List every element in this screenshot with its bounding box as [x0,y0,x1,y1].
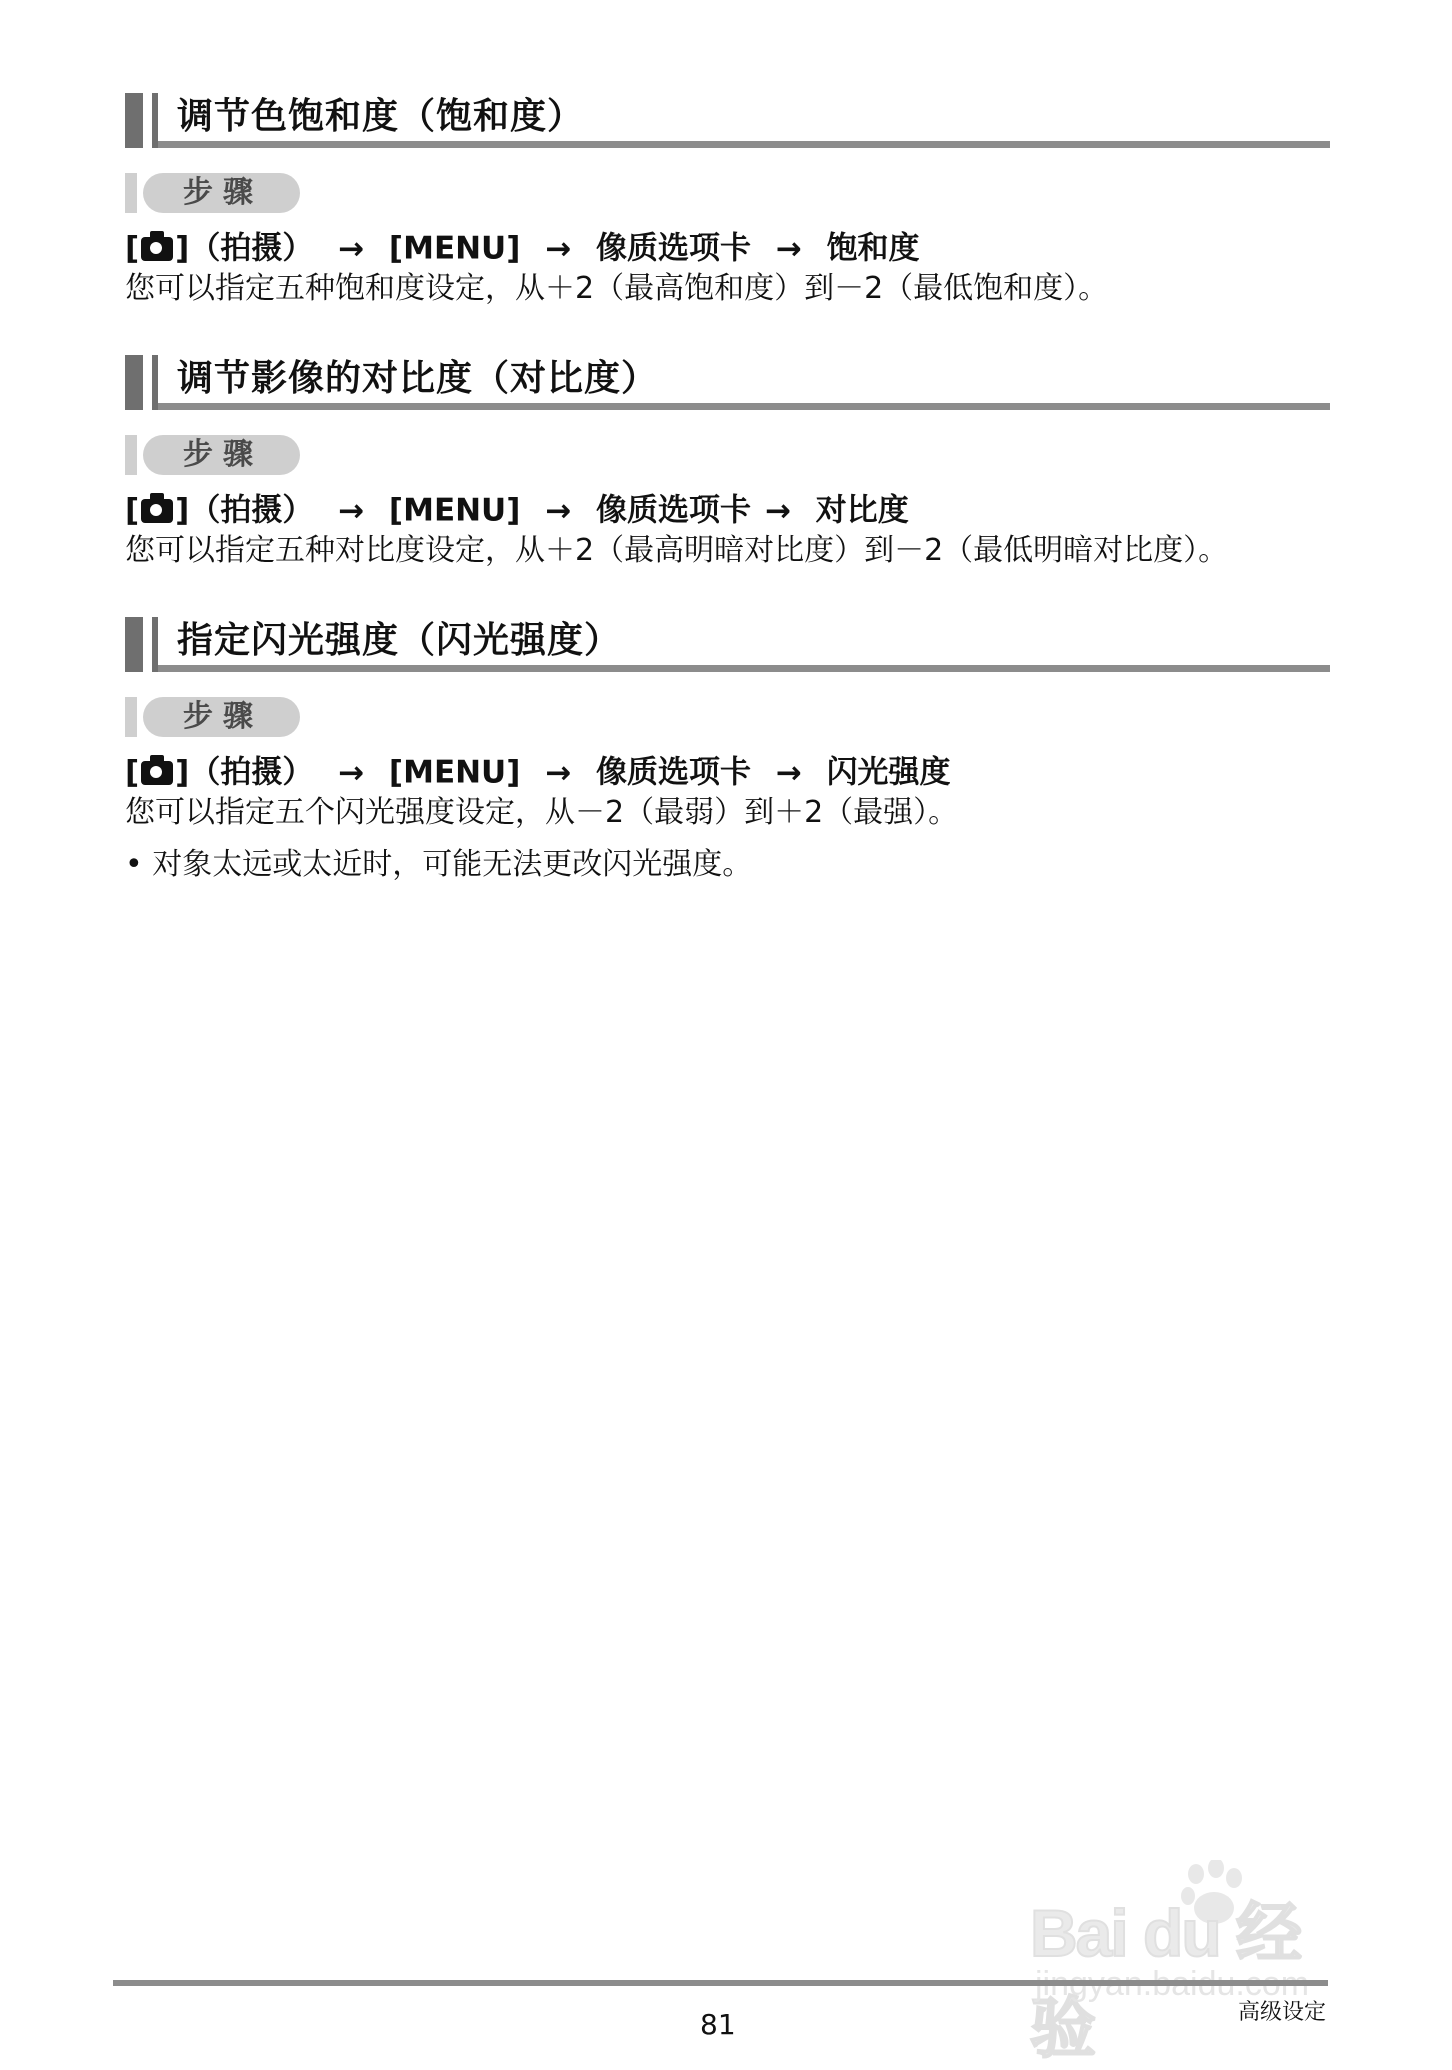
bracket-close: ] [175,492,190,529]
heading-bar [125,617,143,672]
step-tag-edge [125,435,137,475]
arrow-right-icon: → [764,492,791,529]
step-tag-edge [125,697,137,737]
tab-label: 像质选项卡 [595,492,751,529]
heading-bar-thin [152,617,158,672]
bracket-close: ] [175,754,190,791]
camera-icon [141,499,173,523]
camera-icon [141,237,173,261]
footer-section-label: 高级设定 [1238,2000,1327,2025]
heading-bar-thin [152,355,158,410]
note-bullet: • 对象太远或太近时，可能无法更改闪光强度。 [125,847,753,882]
watermark-logo: Bai du 经验 [1030,1896,1301,2065]
camera-icon [141,761,173,785]
step-label: 步骤 [183,699,263,734]
section-heading [125,93,1330,148]
heading-bar [125,355,143,410]
step-tag-edge [125,173,137,213]
tab-label: 像质选项卡 [595,754,751,791]
item-label: 对比度 [815,492,909,529]
menu-label: [MENU] [388,492,521,529]
bracket-open: [ [125,754,140,791]
bracket-open: [ [125,492,140,529]
item-label: 饱和度 [826,230,920,267]
footer-rule [113,1980,1328,1986]
section-heading [125,355,1330,410]
menu-path [125,749,1330,793]
bracket-close: ] [175,230,190,267]
arrow-right-icon: → [775,230,802,267]
section-flash-intensity [125,617,1330,885]
arrow-right-icon: → [338,754,365,791]
menu-label: [MENU] [388,230,521,267]
section-heading [125,617,1330,672]
section-contrast [125,355,1330,571]
arrow-right-icon: → [338,492,365,529]
section-title: 调节色饱和度（饱和度） [177,96,585,137]
tab-label: 像质选项卡 [595,230,751,267]
item-label: 闪光强度 [826,754,951,791]
section-description: 您可以指定五种对比度设定，从＋2（最高明暗对比度）到－2（最低明暗对比度）。 [125,533,1229,568]
section-description: 您可以指定五个闪光强度设定，从－2（最弱）到＋2（最强）。 [125,795,959,830]
heading-rule [158,141,1330,148]
arrow-right-icon: → [545,754,572,791]
menu-label: [MENU] [388,754,521,791]
section-saturation [125,93,1330,309]
menu-path [125,225,1330,269]
step-tag [125,173,300,213]
heading-bar [125,93,143,148]
step-label: 步骤 [183,175,263,210]
arrow-right-icon: → [545,492,572,529]
arrow-right-icon: → [775,754,802,791]
heading-rule [158,403,1330,410]
arrow-right-icon: → [338,230,365,267]
mode-label: （拍摄） [189,492,314,529]
mode-label: （拍摄） [189,754,314,791]
step-label: 步骤 [183,437,263,472]
heading-rule [158,665,1330,672]
heading-bar-thin [152,93,158,148]
section-description: 您可以指定五种饱和度设定，从＋2（最高饱和度）到－2（最低饱和度）。 [125,271,1109,306]
mode-label: （拍摄） [189,230,314,267]
section-title: 指定闪光强度（闪光强度） [177,620,622,661]
arrow-right-icon: → [545,230,572,267]
bracket-open: [ [125,230,140,267]
section-title: 调节影像的对比度（对比度） [177,358,659,399]
step-tag [125,435,300,475]
page-number: 81 [700,2008,736,2041]
menu-path [125,487,1330,531]
step-tag [125,697,300,737]
